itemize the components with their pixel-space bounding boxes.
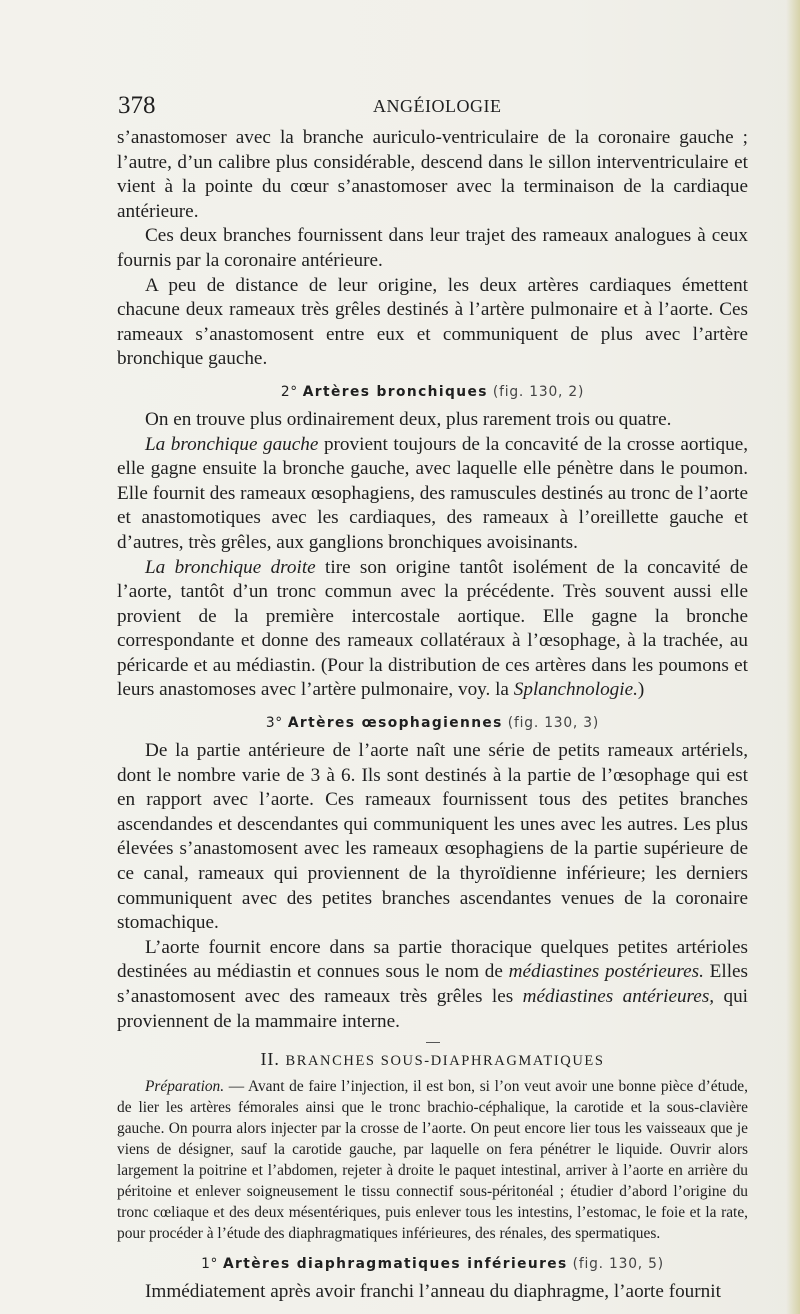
paragraph-text: Elles s’anastomosent avec des rameaux très grêles les bbox=[117, 961, 749, 1007]
paragraph: s’anastomoser avec la branche auriculo-ventriculaire de la coronaire gauche ; l’autre, d’un calibre plus considérable, descend dans le sillon interventriculaire et vient à la pointe du cœur s’anastomoser avec la terminaison de la cardiaque antérieure. bbox=[117, 127, 748, 222]
paragraph: Ces deux branches fournissent dans leur trajet des rameaux analogues à ceux fournis par la coronaire antérieure. bbox=[117, 225, 748, 271]
paragraph: Immédiatement après avoir franchi l’anneau du diaphragme, l’aorte fournit bbox=[145, 1281, 721, 1303]
paragraph-text: tire son origine tantôt isolément de la concavité de l’aorte, tantôt d’un tronc commun avec la précédente. Très souvent aussi elle provient de la première intercostale aortique. Elle gagne la bronche correspondante et donne des rameaux collatéraux à l’œsophage, à la trachée, au péricarde et au médiastin. (Pour la distribution de ces artères dans les poumons et leurs anastomoses avec l’artère pulmonaire, voy. la bbox=[117, 556, 749, 701]
page-body bbox=[117, 126, 748, 1305]
figure-reference: (fig. 130, 2) bbox=[492, 383, 585, 400]
paragraph: A peu de distance de leur origine, les deux artères cardiaques émettent chacune deux rameaux très grêles destinés à l’artère pulmonaire et à l’aorte. Ces rameaux s’anastomosent entre eux et communiquent de plus avec l’artère bronchique gauche. bbox=[117, 274, 748, 370]
part-heading bbox=[117, 1049, 748, 1070]
italic-term: médiastines postérieures. bbox=[508, 961, 704, 983]
section-heading bbox=[117, 715, 748, 731]
paragraph-text: L’aorte fournit encore dans sa partie thoracique quelques petites artérioles destinées au médiastin et connues sous le nom de bbox=[117, 936, 748, 983]
part-title: BRANCHES SOUS-DIAPHRAGMATIQUES bbox=[285, 1053, 605, 1070]
section-heading bbox=[117, 384, 748, 400]
paragraph-text: ) bbox=[637, 679, 645, 701]
cross-reference: Splanchnologie. bbox=[513, 679, 638, 701]
running-head: ANGÉIOLOGIE bbox=[373, 96, 502, 116]
preparation-label: Préparation. bbox=[145, 1078, 225, 1096]
section-number: 1° bbox=[201, 1256, 218, 1273]
section-title: Artères œsophagiennes bbox=[287, 715, 503, 732]
paragraph-text: provient toujours de la concavité de la crosse aortique, elle gagne ensuite la bronche gauche, avec laquelle elle pénètre dans le poumon. Elle fournit des rameaux œsophagiens, des ramuscules destinés au tronc de l’aorte et anastomotiques avec les cardiaques, des rameaux à l’oreillette gauche et d’autres, très grêles, aux ganglions bronchiques avoisinants. bbox=[117, 433, 749, 553]
paragraph bbox=[117, 556, 748, 704]
preparation-text: — Avant de faire l’injection, il est bon, si l’on veut avoir une bonne pièce d’étude, de lier les artères fémorales ainsi que le tronc brachio-céphalique, la carotide et la sous-clavière gauche. On pourra alors injecter par la crosse de l’aorte. On peut encore lier tous les vaisseaux que je viens de désigner, sauf la carotide gauche, par laquelle on fera pénétrer le liquide. Ouvrir alors largement la poitrine et l’abdomen, rejeter à droite le paquet intestinal, arriver à l’aorte en arrière du péritoine et enlever soigneusement le tissu connectif sous-péritonéal ; étudier d’abord l’origine du tronc cœliaque et des deux mésentériques, puis enlever tous les intestins, l’estomac, le foie et la rate, pour procéder à l’étude des diaphragmatiques inférieures, des rénales, des spermatiques. bbox=[117, 1078, 748, 1243]
page-header bbox=[118, 92, 738, 122]
figure-reference: (fig. 130, 3) bbox=[507, 715, 600, 732]
paragraph-text: qui proviennent de la mammaire interne. bbox=[117, 986, 749, 1032]
part-number: II. bbox=[260, 1049, 280, 1070]
section-heading bbox=[117, 1256, 748, 1272]
section-number: 2° bbox=[280, 383, 298, 400]
page-edge bbox=[786, 0, 800, 1314]
section-number: 3° bbox=[265, 715, 283, 732]
paragraph: On en trouve plus ordinairement deux, plus rarement trois ou quatre. bbox=[145, 408, 672, 430]
paragraph bbox=[117, 936, 748, 1034]
italic-term: médiastines antérieures, bbox=[522, 986, 715, 1007]
section-title: Artères bronchiques bbox=[302, 383, 488, 400]
paragraph: De la partie antérieure de l’aorte naît une série de petits rameaux artériels, dont le nombre varie de 3 à 6. Ils sont destinés à la partie de l’œsophage qui est en rapport avec l’aorte. Ces rameaux fournissent tous des petites branches ascendandes et descendantes qui communiquent les unes avec les autres. Les plus élevées s’anastomosent avec les rameaux œsophagiens de la partie supérieure de ce canal, rameaux qui proviennent de la thyroïdienne inférieure; les derniers communiquent avec des petites branches ascendantes venues de la coronaire stomachique. bbox=[117, 740, 748, 934]
italic-term: La bronchique gauche bbox=[145, 433, 319, 455]
italic-term: La bronchique droite bbox=[145, 556, 316, 578]
paragraph bbox=[117, 433, 748, 556]
divider bbox=[426, 1042, 440, 1043]
page-number: 378 bbox=[118, 92, 156, 119]
figure-reference: (fig. 130, 5) bbox=[572, 1256, 664, 1273]
section-title: Artères diaphragmatiques inférieures bbox=[222, 1256, 568, 1273]
preparation-note bbox=[117, 1076, 748, 1244]
